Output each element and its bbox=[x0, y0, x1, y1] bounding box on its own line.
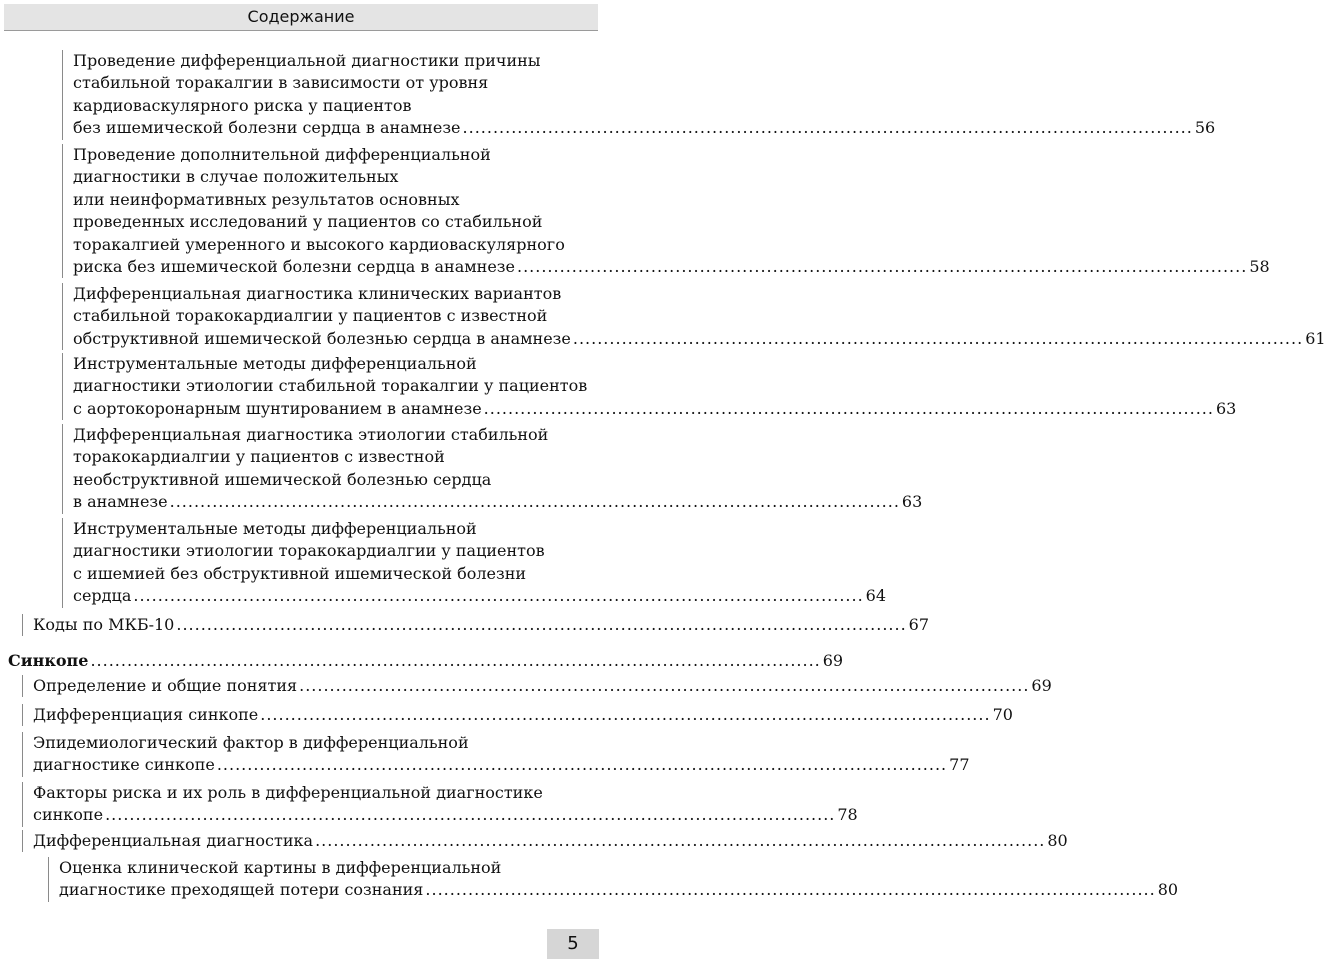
toc-line: торакокардиалгии у пациентов с известной bbox=[73, 447, 445, 467]
toc-line: Дифференциальная диагностика клинических вариантов bbox=[73, 284, 562, 303]
toc-line: диагностики в случае положительных bbox=[73, 167, 399, 187]
toc-last-line bbox=[73, 256, 1270, 278]
toc-page-number: 67 bbox=[908, 615, 930, 634]
toc-line: диагностики этиологии стабильной торакалгии у пациентов bbox=[73, 376, 588, 396]
page-number: 5 bbox=[567, 933, 579, 954]
toc-entry[interactable] bbox=[62, 144, 1270, 278]
header-title: Содержание bbox=[247, 7, 355, 26]
dot-leader: ........................................................................................................................ bbox=[425, 880, 1156, 900]
toc-page-number: 70 bbox=[992, 705, 1013, 724]
dot-leader: ........................................................................................................................ bbox=[216, 755, 948, 775]
toc-title-tail: диагностике преходящей потери сознания bbox=[59, 880, 424, 900]
toc-last-line bbox=[73, 398, 1237, 420]
dot-leader: ........................................................................................................................ bbox=[169, 492, 900, 512]
toc-page-number: 64 bbox=[865, 586, 887, 606]
toc-last-line bbox=[73, 585, 887, 607]
page-number-badge bbox=[547, 929, 599, 959]
toc-last-line bbox=[59, 879, 1179, 901]
toc-title-tail: синкопе bbox=[33, 805, 104, 825]
toc-last-line bbox=[8, 650, 844, 672]
toc-page-number: 56 bbox=[1194, 118, 1216, 138]
toc-entry[interactable] bbox=[22, 614, 930, 636]
toc-title-tail: обструктивной ишемической болезнью сердца в анамнезе bbox=[73, 328, 571, 348]
toc-line: стабильной торакалгии в зависимости от уровня bbox=[73, 73, 489, 93]
dot-leader: ........................................................................................................................ bbox=[517, 257, 1248, 277]
toc-entry[interactable] bbox=[22, 732, 970, 777]
toc-chapter-entry[interactable] bbox=[8, 650, 844, 672]
toc-line: Инструментальные методы дифференциальной bbox=[73, 519, 477, 538]
toc-last-line bbox=[73, 328, 1326, 350]
toc-line: диагностики этиологии торакокардиалгии у пациентов bbox=[73, 541, 545, 561]
toc-page-number: 78 bbox=[837, 805, 858, 825]
toc-entry[interactable] bbox=[22, 704, 1013, 726]
toc-page-number: 58 bbox=[1249, 257, 1270, 277]
toc-entry[interactable] bbox=[62, 518, 887, 608]
toc-line: Инструментальные методы дифференциальной bbox=[73, 354, 477, 373]
toc-page-number: 69 bbox=[822, 651, 844, 670]
toc-line: торакалгией умеренного и высокого кардиоваскулярного bbox=[73, 234, 565, 254]
toc-title-tail: в анамнезе bbox=[73, 492, 168, 512]
dot-leader: ........................................................................................................................ bbox=[315, 831, 1046, 850]
toc-last-line bbox=[33, 704, 1013, 726]
toc-entry[interactable] bbox=[62, 353, 1237, 420]
toc-last-line bbox=[73, 491, 923, 513]
toc-line: необструктивной ишемической болезнью сердца bbox=[73, 469, 492, 489]
toc-last-line bbox=[33, 804, 858, 826]
dot-leader: ........................................................................................................................ bbox=[572, 328, 1304, 348]
toc-entry[interactable] bbox=[22, 782, 858, 827]
toc-entry[interactable] bbox=[62, 283, 1326, 350]
toc-line: Проведение дополнительной дифференциальной bbox=[73, 145, 491, 164]
toc-chapter-title: Синкопе bbox=[8, 651, 89, 670]
toc-title-tail: сердца bbox=[73, 586, 132, 606]
dot-leader: ........................................................................................................................ bbox=[90, 651, 821, 670]
toc-title-tail: Дифференциальная диагностика bbox=[33, 831, 314, 850]
toc-page-number: 69 bbox=[1031, 676, 1052, 695]
toc-title-tail: Дифференциация синкопе bbox=[33, 705, 259, 724]
dot-leader: ........................................................................................................................ bbox=[462, 118, 1193, 138]
dot-leader: ........................................................................................................................ bbox=[133, 586, 864, 606]
toc-entry[interactable] bbox=[62, 50, 1216, 140]
toc-title-tail: с аортокоронарным шунтированием в анамнезе bbox=[73, 398, 482, 418]
dot-leader: ........................................................................................................................ bbox=[483, 398, 1214, 418]
toc-line: Эпидемиологический фактор в дифференциальной bbox=[33, 733, 469, 752]
toc-page-number: 80 bbox=[1157, 880, 1179, 900]
toc-last-line bbox=[73, 117, 1216, 139]
toc-page-number: 77 bbox=[949, 755, 970, 775]
toc-entry[interactable] bbox=[48, 857, 1179, 902]
toc-line: Оценка клинической картины в дифференциальной bbox=[59, 858, 502, 877]
toc-line: Проведение дифференциальной диагностики причины bbox=[73, 51, 541, 70]
dot-leader: ........................................................................................................................ bbox=[260, 705, 991, 724]
toc-line: или неинформативных результатов основных bbox=[73, 189, 460, 209]
toc-entry[interactable] bbox=[22, 830, 1068, 852]
toc-title-tail: риска без ишемической болезни сердца в анамнезе bbox=[73, 257, 515, 277]
toc-line: стабильной торакокардиалгии у пациентов с известной bbox=[73, 306, 548, 326]
dot-leader: ........................................................................................................................ bbox=[299, 676, 1030, 695]
toc-entry[interactable] bbox=[22, 675, 1052, 697]
toc-line: кардиоваскулярного риска у пациентов bbox=[73, 95, 412, 115]
toc-line: Дифференциальная диагностика этиологии стабильной bbox=[73, 425, 549, 444]
toc-title-tail: без ишемической болезни сердца в анамнезе bbox=[73, 118, 461, 138]
toc-entry[interactable] bbox=[62, 424, 923, 514]
toc-last-line bbox=[33, 614, 930, 636]
toc-last-line bbox=[33, 830, 1068, 852]
toc-page-number: 63 bbox=[901, 492, 923, 512]
toc-last-line bbox=[33, 675, 1052, 697]
toc-page-number: 63 bbox=[1215, 398, 1237, 418]
toc-title-tail: Определение и общие понятия bbox=[33, 676, 298, 695]
toc-page-number: 61 bbox=[1305, 328, 1326, 348]
toc-last-line bbox=[33, 754, 970, 776]
dot-leader: ........................................................................................................................ bbox=[176, 615, 907, 634]
toc-page-number: 80 bbox=[1047, 831, 1068, 850]
toc-title-tail: Коды по МКБ-10 bbox=[33, 615, 175, 634]
toc-title-tail: диагностике синкопе bbox=[33, 755, 215, 775]
toc-line: проведенных исследований у пациентов со стабильной bbox=[73, 212, 543, 232]
toc-line: Факторы риска и их роль в дифференциальной диагностике bbox=[33, 783, 543, 802]
toc-line: с ишемией без обструктивной ишемической болезни bbox=[73, 563, 527, 583]
dot-leader: ........................................................................................................................ bbox=[105, 805, 836, 825]
